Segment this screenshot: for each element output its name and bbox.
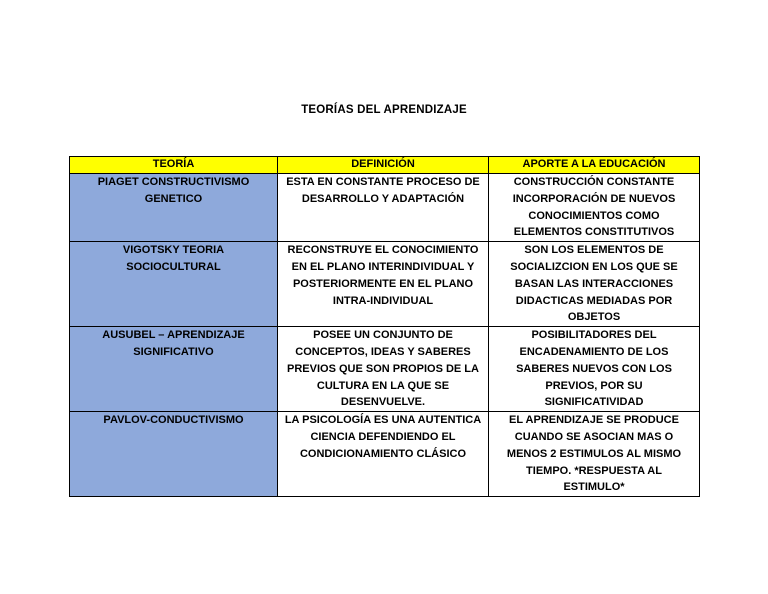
contribution-text: EL APRENDIZAJE SE PRODUCE CUANDO SE ASOCIAN MAS O MENOS 2 ESTIMULOS AL MISMO TIEMPO. *RESPUESTA AL ESTIMULO* (506, 414, 682, 494)
contribution-cell (489, 327, 700, 412)
definition-cell (278, 412, 489, 497)
table-header-row (70, 157, 700, 174)
theory-cell (70, 412, 278, 497)
contribution-cell (489, 242, 700, 327)
definition-cell (278, 174, 489, 242)
theory-text: PAVLOV-CONDUCTIVISMO (103, 414, 244, 427)
definition-text: LA PSICOLOGÍA ES UNA AUTENTICA CIENCIA DEFENDIENDO EL CONDICIONAMIENTO CLÁSICO (284, 414, 482, 460)
document-title: TEORÍAS DEL APRENDIZAJE (301, 104, 467, 116)
theory-cell (70, 174, 278, 242)
contribution-text: CONSTRUCCIÓN CONSTANTE INCORPORACIÓN DE NUEVOS CONOCIMIENTOS COMO ELEMENTOS CONSTITUTIVOS (512, 176, 676, 239)
header-definition: DEFINICIÓN (278, 157, 489, 174)
table-row (70, 327, 700, 412)
definition-cell (278, 242, 489, 327)
header-theory: TEORÍA (70, 157, 278, 174)
header-contribution: APORTE A LA EDUCACIÓN (489, 157, 700, 174)
theory-text: VIGOTSKY TEORIA SOCIOCULTURAL (122, 244, 225, 273)
theory-cell (70, 327, 278, 412)
contribution-text: POSIBILITADORES DEL ENCADENAMIENTO DE LOS SABERES NUEVOS CON LOS PREVIOS, POR SU SIGNIFICATIVIDAD (516, 329, 672, 409)
contribution-text: SON LOS ELEMENTOS DE SOCIALIZCION EN LOS QUE SE BASAN LAS INTERACCIONES DIDACTICAS MEDIADAS POR OBJETOS (510, 244, 678, 324)
table-row (70, 174, 700, 242)
table-row (70, 412, 700, 497)
definition-text: ESTA EN CONSTANTE PROCESO DE DESARROLLO Y ADAPTACIÓN (286, 176, 480, 205)
theory-text: PIAGET CONSTRUCTIVISMO GENETICO (97, 176, 250, 205)
definition-cell (278, 327, 489, 412)
definition-text: POSEE UN CONJUNTO DE CONCEPTOS, IDEAS Y SABERES PREVIOS QUE SON PROPIOS DE LA CULTURA EN LA QUE SE DESENVUELVE. (287, 329, 479, 409)
theory-cell (70, 242, 278, 327)
table-row (70, 242, 700, 327)
contribution-cell (489, 174, 700, 242)
contribution-cell (489, 412, 700, 497)
theories-table (69, 156, 700, 497)
definition-text: RECONSTRUYE EL CONOCIMIENTO EN EL PLANO INTERINDIVIDUAL Y POSTERIORMENTE EN EL PLANO INTRA-INDIVIDUAL (287, 244, 479, 307)
theory-text: AUSUBEL – APRENDIZAJE SIGNIFICATIVO (102, 329, 245, 358)
